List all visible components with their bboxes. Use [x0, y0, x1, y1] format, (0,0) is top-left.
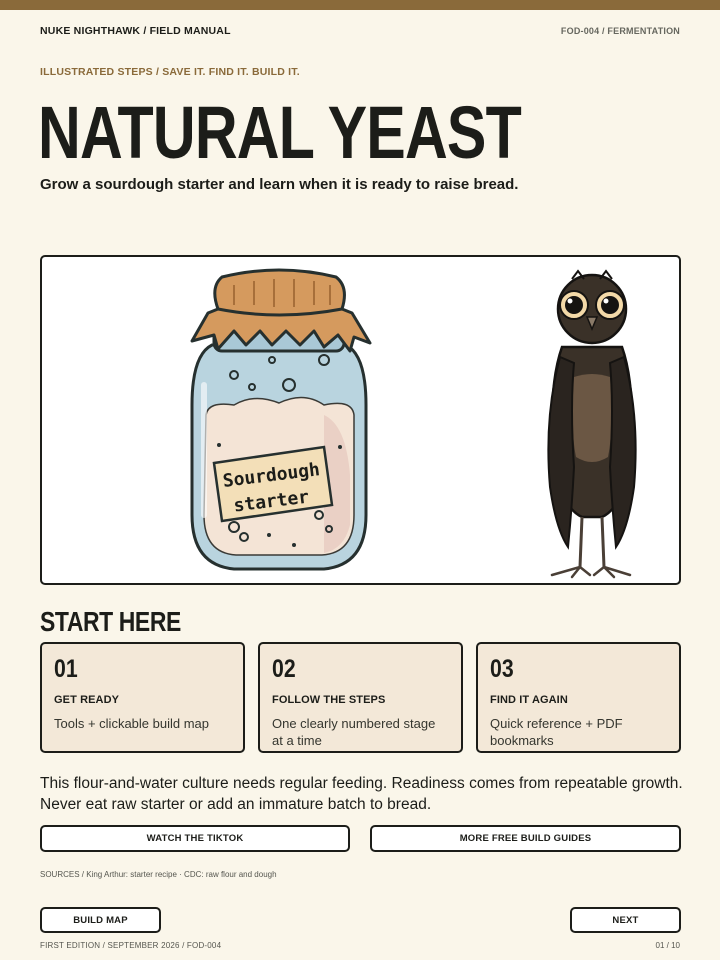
jar-label-line1: Sourdough: [221, 459, 322, 492]
intro-paragraph: This flour-and-water culture needs regular feeding. Readiness comes from repeatable growth. Never eat raw starter or add an immature batch to bread.: [40, 775, 683, 813]
header-brand: NUKE NIGHTHAWK / FIELD MANUAL: [40, 25, 231, 37]
nighthawk-bird-illustration: [532, 267, 652, 582]
jar-label-line2: starter: [232, 486, 311, 517]
step-heading: FOLLOW THE STEPS: [272, 694, 386, 706]
step-number: 01: [54, 655, 78, 683]
build-map-button[interactable]: BUILD MAP: [40, 907, 161, 933]
step-number: 02: [272, 655, 296, 683]
kicker: ILLUSTRATED STEPS / SAVE IT. FIND IT. BUILD IT.: [40, 66, 300, 78]
step-description: Quick reference + PDF bookmarks: [490, 716, 623, 748]
section-title: START HERE: [40, 606, 181, 637]
step-card-find-again[interactable]: [476, 642, 681, 753]
step-heading: GET READY: [54, 694, 120, 706]
header-doc-id: FOD-004 / FERMENTATION: [560, 26, 680, 36]
watch-tiktok-button[interactable]: WATCH THE TIKTOK: [40, 825, 350, 852]
step-description: Tools + clickable build map: [54, 716, 209, 731]
sources-note: SOURCES / King Arthur: starter recipe · CDC: raw flour and dough: [40, 870, 277, 879]
step-card-get-ready[interactable]: [40, 642, 245, 753]
step-heading: FIND IT AGAIN: [490, 694, 568, 706]
page-subtitle: Grow a sourdough starter and learn when it is ready to raise bread.: [40, 176, 519, 193]
top-accent-bar: [0, 0, 720, 10]
footer-edition: FIRST EDITION / SEPTEMBER 2026 / FOD-004: [40, 941, 222, 950]
page-number: 01 / 10: [655, 941, 680, 950]
step-card-follow-steps[interactable]: [258, 642, 463, 753]
step-description: One clearly numbered stage at a time: [272, 716, 436, 748]
page-title: NATURAL YEAST: [38, 91, 521, 174]
sourdough-jar-illustration: [174, 265, 384, 585]
step-number: 03: [490, 655, 514, 683]
hero-illustration: [40, 255, 681, 585]
next-button[interactable]: NEXT: [570, 907, 681, 933]
more-guides-button[interactable]: MORE FREE BUILD GUIDES: [370, 825, 681, 852]
